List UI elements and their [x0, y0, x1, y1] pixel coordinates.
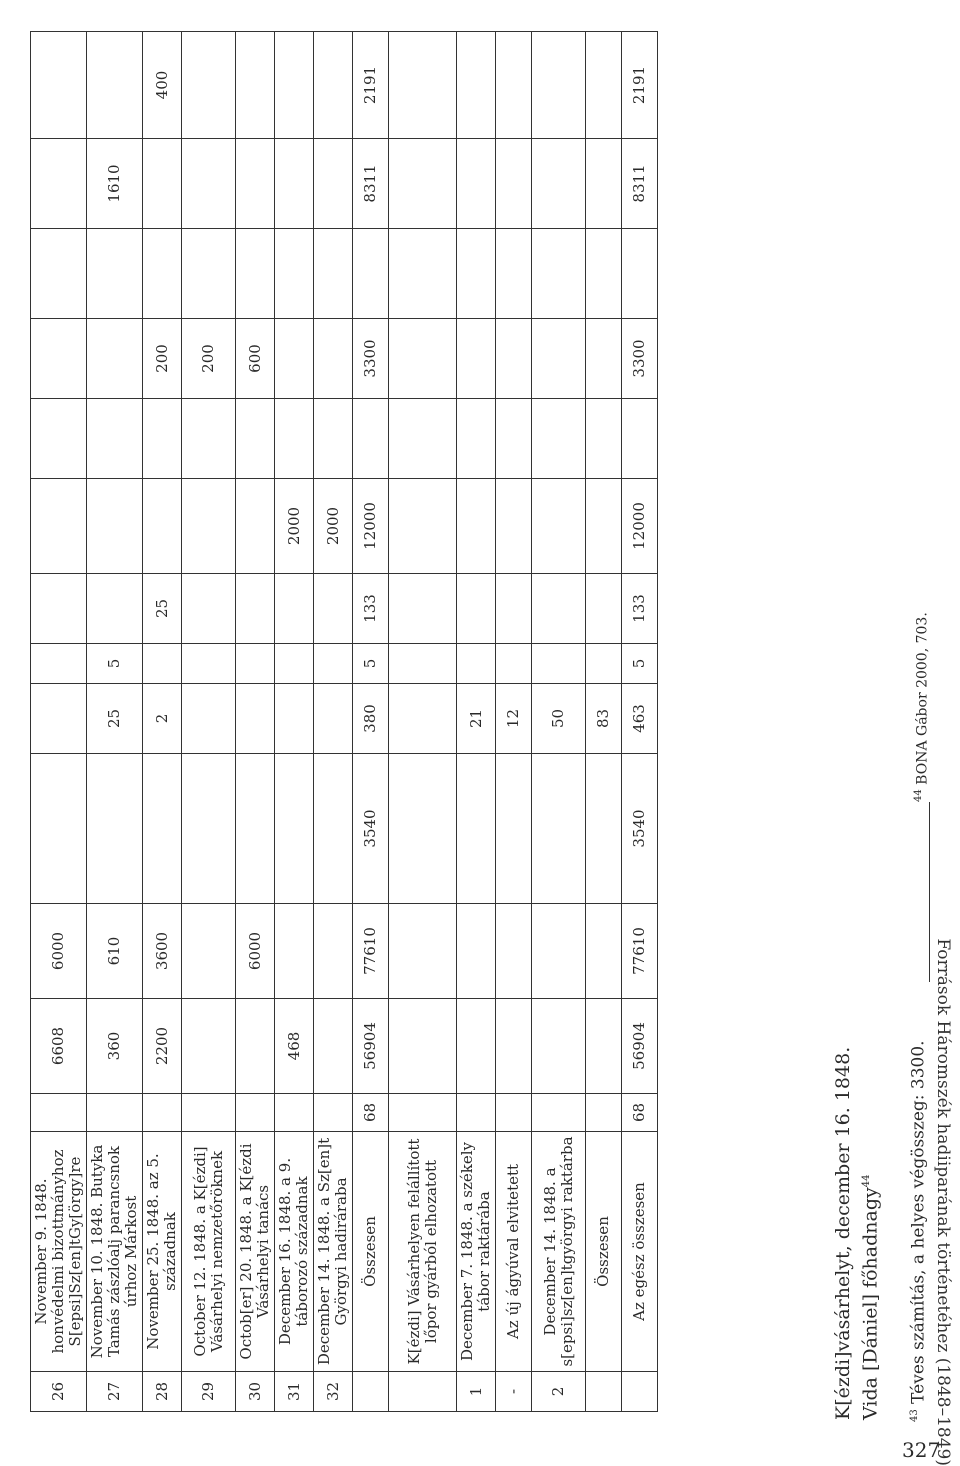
- value-cell: [31, 574, 87, 644]
- value-cell: [31, 319, 87, 399]
- value-cell: 5: [622, 644, 658, 684]
- value-cell: [353, 229, 389, 319]
- value-cell: [31, 399, 87, 479]
- value-cell: [275, 644, 314, 684]
- value-cell: [622, 229, 658, 319]
- value-cell: [236, 479, 275, 574]
- value-cell: 463: [622, 684, 658, 754]
- row-description: December 16. 1848. a 9. táborozó századnak: [275, 1132, 314, 1372]
- value-cell: [496, 229, 532, 319]
- value-cell: 56904: [622, 999, 658, 1094]
- table-row: [275, 32, 314, 1412]
- value-cell: [143, 399, 182, 479]
- value-cell: [87, 319, 143, 399]
- value-cell: [389, 684, 457, 754]
- value-cell: [314, 319, 353, 399]
- row-description: November 10. 1848. Butyka Tamás zászlóalj parancsnok úrhoz Márkost: [87, 1132, 143, 1372]
- value-cell: 68: [353, 1094, 389, 1132]
- value-cell: [457, 999, 496, 1094]
- row-description: October 12. 1848. a K[ézdi] Vásárhelyi nemzetőröknek: [182, 1132, 236, 1372]
- value-cell: [87, 754, 143, 904]
- value-cell: [275, 319, 314, 399]
- ledger-table-frame: [30, 32, 846, 1412]
- row-description: Octob[er] 20. 1848. a K[ézdi Vásárhelyi tanács: [236, 1132, 275, 1372]
- value-cell: [586, 32, 622, 139]
- table-row: [182, 32, 236, 1412]
- value-cell: 77610: [353, 904, 389, 999]
- value-cell: 6000: [31, 904, 87, 999]
- value-cell: 3600: [143, 904, 182, 999]
- value-cell: [457, 32, 496, 139]
- value-cell: [457, 229, 496, 319]
- value-cell: [586, 229, 622, 319]
- row-number: 2: [532, 1372, 586, 1412]
- value-cell: [496, 479, 532, 574]
- value-cell: 2000: [314, 479, 353, 574]
- value-cell: [143, 644, 182, 684]
- value-cell: 133: [622, 574, 658, 644]
- value-cell: 360: [87, 999, 143, 1094]
- value-cell: [586, 479, 622, 574]
- value-cell: [275, 904, 314, 999]
- value-cell: [236, 754, 275, 904]
- value-cell: [275, 229, 314, 319]
- value-cell: [586, 574, 622, 644]
- value-cell: [532, 999, 586, 1094]
- value-cell: 2000: [275, 479, 314, 574]
- value-cell: [496, 1094, 532, 1132]
- row-description: Összesen: [586, 1132, 622, 1372]
- page-number: 327: [902, 1438, 941, 1462]
- value-cell: [31, 32, 87, 139]
- row-description: Az egész összesen: [622, 1132, 658, 1372]
- row-number: 29: [182, 1372, 236, 1412]
- row-description: November 25. 1848. az 5. századnak: [143, 1132, 182, 1372]
- footnote-43: $^{43}$ Téves számítás, a helyes végösszeg: 3300.: [908, 1040, 929, 1422]
- value-cell: [314, 754, 353, 904]
- value-cell: [389, 399, 457, 479]
- table-row: [457, 32, 496, 1412]
- value-cell: [496, 644, 532, 684]
- value-cell: 12000: [353, 479, 389, 574]
- value-cell: [586, 139, 622, 229]
- value-cell: [586, 1094, 622, 1132]
- row-description: December 14. 1848. a Sz[en]t Györgyi hadiráraba: [314, 1132, 353, 1372]
- footnotes: [905, 612, 931, 1422]
- value-cell: [586, 754, 622, 904]
- row-number: 1: [457, 1372, 496, 1412]
- value-cell: 200: [143, 319, 182, 399]
- value-cell: 83: [586, 684, 622, 754]
- value-cell: [275, 1094, 314, 1132]
- table-row: [314, 32, 353, 1412]
- value-cell: [182, 1094, 236, 1132]
- value-cell: [586, 644, 622, 684]
- value-cell: 3300: [622, 319, 658, 399]
- value-cell: [532, 644, 586, 684]
- signoff: [832, 990, 882, 1420]
- value-cell: [532, 399, 586, 479]
- value-cell: [182, 904, 236, 999]
- row-number: 30: [236, 1372, 275, 1412]
- value-cell: [389, 32, 457, 139]
- value-cell: 1610: [87, 139, 143, 229]
- value-cell: [87, 399, 143, 479]
- table-row: [496, 32, 532, 1412]
- row-number: [353, 1372, 389, 1412]
- value-cell: [586, 319, 622, 399]
- value-cell: 2191: [353, 32, 389, 139]
- value-cell: [496, 139, 532, 229]
- value-cell: [236, 399, 275, 479]
- value-cell: 8311: [622, 139, 658, 229]
- row-description: December 7. 1848. a székely tábor raktárába: [457, 1132, 496, 1372]
- value-cell: [143, 754, 182, 904]
- value-cell: [314, 904, 353, 999]
- row-number: 28: [143, 1372, 182, 1412]
- value-cell: [31, 1094, 87, 1132]
- value-cell: [87, 574, 143, 644]
- table-row: [532, 32, 586, 1412]
- value-cell: 600: [236, 319, 275, 399]
- value-cell: [496, 32, 532, 139]
- row-number: [389, 1372, 457, 1412]
- value-cell: [275, 399, 314, 479]
- value-cell: 77610: [622, 904, 658, 999]
- value-cell: [182, 479, 236, 574]
- value-cell: [532, 904, 586, 999]
- footnote-44: $^{44}$ BONA Gábor 2000, 703.: [913, 612, 931, 802]
- value-cell: [532, 1094, 586, 1132]
- row-number: 32: [314, 1372, 353, 1412]
- table-row: [622, 32, 658, 1412]
- row-number: 31: [275, 1372, 314, 1412]
- value-cell: 68: [622, 1094, 658, 1132]
- value-cell: [314, 574, 353, 644]
- value-cell: [236, 1094, 275, 1132]
- value-cell: [87, 479, 143, 574]
- value-cell: [182, 754, 236, 904]
- value-cell: 2: [143, 684, 182, 754]
- table-row: [31, 32, 87, 1412]
- value-cell: [389, 1094, 457, 1132]
- table-row: [586, 32, 622, 1412]
- value-cell: 200: [182, 319, 236, 399]
- value-cell: [457, 904, 496, 999]
- value-cell: [314, 1094, 353, 1132]
- value-cell: 3300: [353, 319, 389, 399]
- value-cell: [31, 684, 87, 754]
- value-cell: [314, 999, 353, 1094]
- row-description: Az új ágyúval elvitetett: [496, 1132, 532, 1372]
- value-cell: [457, 139, 496, 229]
- row-description: December 14. 1848. a s[epsi]sz[en]tgyörgyi raktárba: [532, 1132, 586, 1372]
- value-cell: [532, 32, 586, 139]
- value-cell: [532, 229, 586, 319]
- table-row: [143, 32, 182, 1412]
- value-cell: [182, 229, 236, 319]
- value-cell: [457, 479, 496, 574]
- value-cell: [496, 904, 532, 999]
- value-cell: [182, 644, 236, 684]
- value-cell: [236, 644, 275, 684]
- value-cell: [182, 139, 236, 229]
- value-cell: [496, 399, 532, 479]
- value-cell: [586, 399, 622, 479]
- value-cell: [31, 754, 87, 904]
- value-cell: [314, 229, 353, 319]
- value-cell: [496, 754, 532, 904]
- value-cell: 400: [143, 32, 182, 139]
- value-cell: 610: [87, 904, 143, 999]
- value-cell: [389, 644, 457, 684]
- value-cell: [87, 229, 143, 319]
- value-cell: [236, 139, 275, 229]
- value-cell: [353, 399, 389, 479]
- value-cell: [389, 479, 457, 574]
- value-cell: [31, 479, 87, 574]
- value-cell: [275, 32, 314, 139]
- value-cell: [532, 479, 586, 574]
- value-cell: [275, 139, 314, 229]
- row-description: November 9. 1848. honvédelmi bizottmányhoz S[epsi]Sz[en]tGy[örgy]re: [31, 1132, 87, 1372]
- table-row: [353, 32, 389, 1412]
- value-cell: [182, 999, 236, 1094]
- value-cell: [389, 574, 457, 644]
- row-number: -: [496, 1372, 532, 1412]
- value-cell: [389, 999, 457, 1094]
- value-cell: [182, 574, 236, 644]
- value-cell: 21: [457, 684, 496, 754]
- value-cell: 5: [87, 644, 143, 684]
- value-cell: [182, 32, 236, 139]
- value-cell: [496, 999, 532, 1094]
- value-cell: 2200: [143, 999, 182, 1094]
- value-cell: [457, 399, 496, 479]
- value-cell: [143, 1094, 182, 1132]
- value-cell: 25: [87, 684, 143, 754]
- table-row: [87, 32, 143, 1412]
- value-cell: [314, 399, 353, 479]
- value-cell: [236, 684, 275, 754]
- row-number: 26: [31, 1372, 87, 1412]
- value-cell: [182, 399, 236, 479]
- value-cell: [389, 754, 457, 904]
- value-cell: [236, 32, 275, 139]
- value-cell: [236, 999, 275, 1094]
- value-cell: 133: [353, 574, 389, 644]
- value-cell: [275, 684, 314, 754]
- value-cell: 468: [275, 999, 314, 1094]
- value-cell: [457, 644, 496, 684]
- value-cell: [143, 229, 182, 319]
- value-cell: [457, 754, 496, 904]
- value-cell: 56904: [353, 999, 389, 1094]
- value-cell: 6000: [236, 904, 275, 999]
- value-cell: [236, 574, 275, 644]
- value-cell: [314, 644, 353, 684]
- row-description: K[ézdi] Vásárhelyen felállított lőpor gyárból elhozatott: [389, 1132, 457, 1372]
- value-cell: [532, 574, 586, 644]
- value-cell: [389, 319, 457, 399]
- value-cell: [143, 139, 182, 229]
- value-cell: [496, 574, 532, 644]
- value-cell: [532, 754, 586, 904]
- value-cell: [31, 139, 87, 229]
- value-cell: [275, 574, 314, 644]
- value-cell: [236, 229, 275, 319]
- value-cell: [275, 754, 314, 904]
- row-description: Összesen: [353, 1132, 389, 1372]
- table-row: [236, 32, 275, 1412]
- value-cell: 50: [532, 684, 586, 754]
- value-cell: 5: [353, 644, 389, 684]
- value-cell: [314, 32, 353, 139]
- value-cell: [31, 644, 87, 684]
- value-cell: 25: [143, 574, 182, 644]
- value-cell: [496, 319, 532, 399]
- value-cell: [622, 399, 658, 479]
- value-cell: 2191: [622, 32, 658, 139]
- row-number: [586, 1372, 622, 1412]
- value-cell: [87, 1094, 143, 1132]
- table-row: [389, 32, 457, 1412]
- value-cell: [457, 1094, 496, 1132]
- value-cell: [87, 32, 143, 139]
- value-cell: [314, 139, 353, 229]
- value-cell: 8311: [353, 139, 389, 229]
- footnote-rule: [929, 802, 930, 982]
- value-cell: [586, 904, 622, 999]
- running-title: Források Háromszék hadiiparának történetéhez (1848–1849): [933, 938, 953, 1466]
- signoff-place-date: K[ézdi]vásárhelyt, december 16. 1848.: [832, 1046, 854, 1420]
- value-cell: [182, 684, 236, 754]
- signoff-signature: Vida [Dániel] főhadnagy$^{44}$: [859, 1174, 882, 1420]
- value-cell: 12: [496, 684, 532, 754]
- value-cell: 380: [353, 684, 389, 754]
- row-number: [622, 1372, 658, 1412]
- value-cell: 3540: [353, 754, 389, 904]
- value-cell: [586, 999, 622, 1094]
- value-cell: [389, 139, 457, 229]
- value-cell: [143, 479, 182, 574]
- value-cell: 6608: [31, 999, 87, 1094]
- value-cell: [532, 139, 586, 229]
- row-number: 27: [87, 1372, 143, 1412]
- ledger-table: [30, 31, 658, 1412]
- value-cell: 3540: [622, 754, 658, 904]
- value-cell: [31, 229, 87, 319]
- value-cell: [389, 904, 457, 999]
- value-cell: [532, 319, 586, 399]
- value-cell: [457, 319, 496, 399]
- value-cell: [389, 229, 457, 319]
- value-cell: [457, 574, 496, 644]
- value-cell: [314, 684, 353, 754]
- value-cell: 12000: [622, 479, 658, 574]
